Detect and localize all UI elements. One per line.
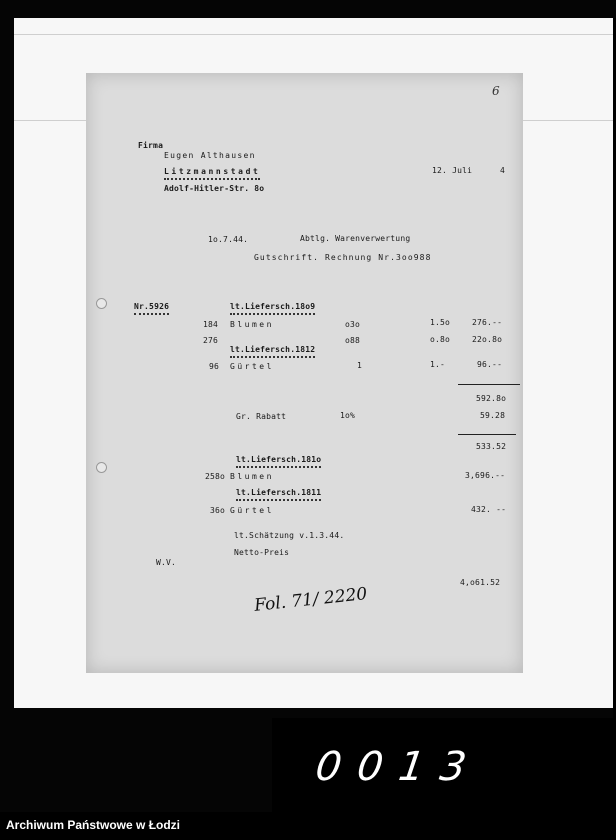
item-qty: 276 <box>203 336 219 345</box>
delivery-note: lt.Liefersch.181o <box>236 455 321 468</box>
page-number: 6 <box>492 84 500 98</box>
subtotal: 592.8o <box>476 394 507 403</box>
discount-percent: 1o% <box>340 411 356 420</box>
estimate-note: lt.Schätzung v.1.3.44. <box>234 531 345 540</box>
item-code: 1 <box>357 361 363 370</box>
letter-date-suffix: 4 <box>500 166 506 175</box>
item-name: Gürtel <box>230 362 274 371</box>
letter-date: 12. Juli <box>432 166 473 175</box>
item-price: 1.- <box>430 360 446 369</box>
item-name: Blumen <box>230 472 274 481</box>
document-date: 1o.7.44. <box>208 235 249 244</box>
item-total: 96.-- <box>477 360 503 369</box>
invoice-paper <box>86 73 523 673</box>
firma-label: Firma <box>138 141 164 150</box>
item-qty: 184 <box>203 320 219 329</box>
punch-hole <box>96 298 107 309</box>
company-name: Eugen Althausen <box>164 151 256 160</box>
item-qty: 36o <box>210 506 226 515</box>
item-qty: 258o <box>205 472 226 481</box>
frame-number: 0013 <box>312 744 486 790</box>
item-total: 432. -- <box>471 505 507 514</box>
street: Adolf-Hitler-Str. 8o <box>164 184 265 193</box>
discount-amount: 59.28 <box>480 411 506 420</box>
city: Litzmannstadt <box>164 167 260 180</box>
sum-rule <box>458 384 520 385</box>
item-name: Gürtel <box>230 506 274 515</box>
document-title: Gutschrift. Rechnung Nr.3oo988 <box>254 253 432 262</box>
wv-mark: W.V. <box>156 558 177 567</box>
punch-hole <box>96 462 107 473</box>
item-total: 276.-- <box>472 318 503 327</box>
item-code: o3o <box>345 320 361 329</box>
item-qty: 96 <box>209 362 220 371</box>
discount-label: Gr. Rabatt <box>236 412 287 421</box>
delivery-note: lt.Liefersch.1812 <box>230 345 315 358</box>
item-name: Blumen <box>230 320 274 329</box>
delivery-note: lt.Liefersch.1811 <box>236 488 321 501</box>
item-total: 3,696.-- <box>465 471 506 480</box>
item-code: o88 <box>345 336 361 345</box>
net-price-label: Netto-Preis <box>234 548 290 557</box>
archive-name: Archiwum Państwowe w Łodzi <box>6 818 181 832</box>
reference-number: Nr.5926 <box>134 302 169 315</box>
sum-rule <box>458 434 516 435</box>
department: Abtlg. Warenverwertung <box>300 234 411 243</box>
delivery-note: lt.Liefersch.18o9 <box>230 302 315 315</box>
item-price: o.8o <box>430 335 451 344</box>
after-discount-total: 533.52 <box>476 442 507 451</box>
item-price: 1.5o <box>430 318 451 327</box>
handwritten-folio: Fol. 71/ 2220 <box>253 584 369 616</box>
mount-guide-line <box>14 34 614 35</box>
item-total: 22o.8o <box>472 335 503 344</box>
grand-total: 4,o61.52 <box>460 578 501 587</box>
